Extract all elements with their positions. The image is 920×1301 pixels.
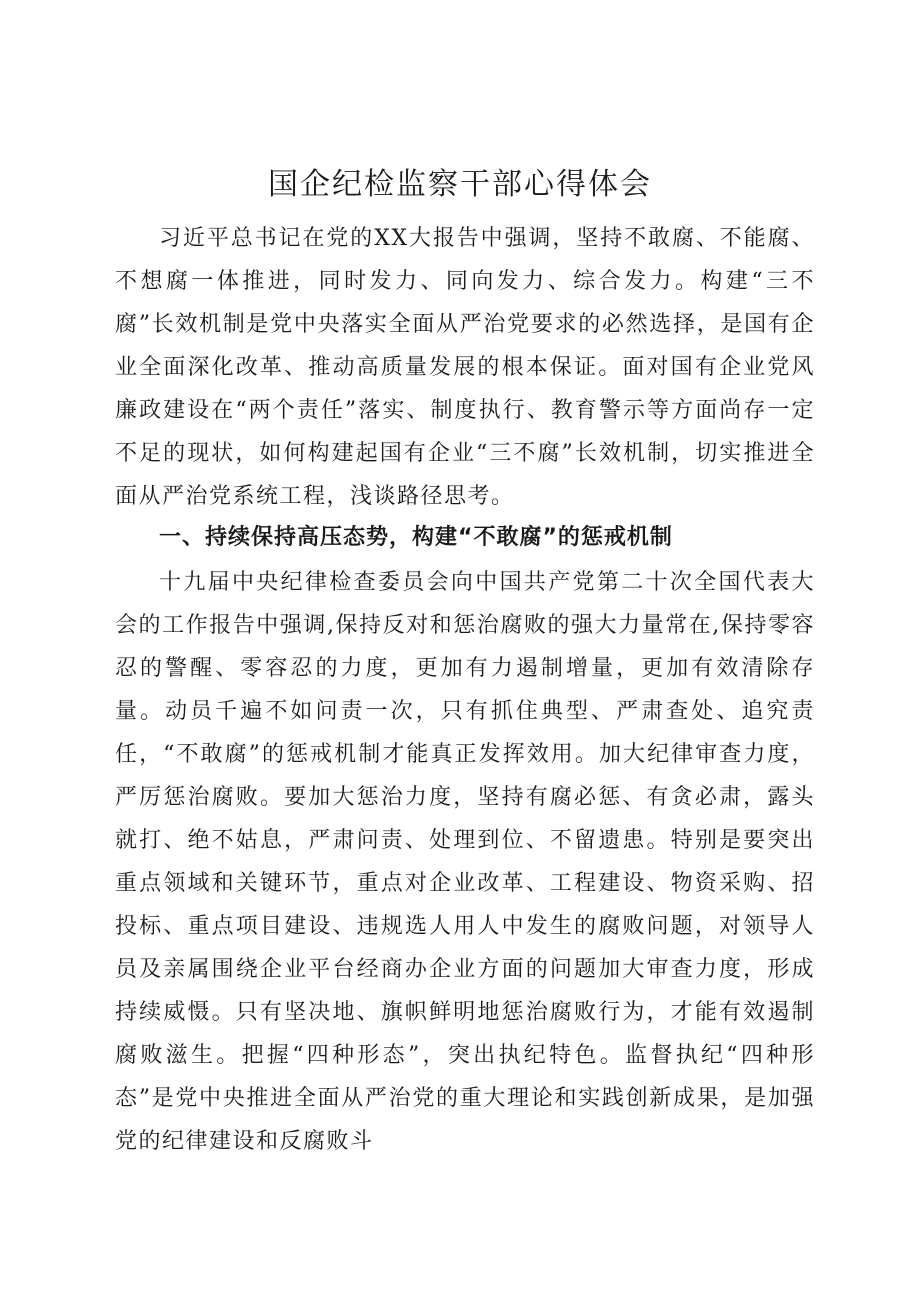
section-paragraph: 十九届中央纪律检查委员会向中国共产党第二十次全国代表大会的工作报告中强调,保持反对和惩治腐败的强大力量常在,保持零容忍的警醒、零容忍的力度，更加有力遏制增量，更加有效清除存量。动员千遍不如问责一次，只有抓住典型、严肃查处、追究责任，“不敢腐”的惩戒机制才能真正发挥效用。加大纪律审查力度，严厉惩治腐败。要加大惩治力度，坚持有腐必惩、有贪必肃，露头就打、绝不姑息，严肃问责、处理到位、不留遗患。特别是要突出重点领域和关键环节，重点对企业改革、工程建设、物资采购、招投标、重点项目建设、违规选人用人中发生的腐败问题，对领导人员及亲属围绕企业平台经商办企业方面的问题加大审查力度，形成持续威慑。只有坚决地、旗帜鲜明地惩治腐败行为，才能有效遏制腐败滋生。把握“四种形态”，突出执纪特色。监督执纪“四种形态”是党中央推进全面从严治党的重大理论和实践创新成果，是加强党的纪律建设和反腐败斗	[115, 570, 815, 1154]
intro-paragraph: 习近平总书记在党的XX大报告中强调，坚持不敢腐、不能腐、不想腐一体推进，同时发力、同向发力、综合发力。构建“三不腐”长效机制是党中央落实全面从严治党要求的必然选择，是国有企业全面深化改革、推动高质量发展的根本保证。面对国有企业党风廉政建设在“两个责任”落实、制度执行、教育警示等方面尚存一定不足的现状，如何构建起国有企业“三不腐”长效机制，切实推进全面从严治党系统工程，浅谈路径思考。	[115, 226, 815, 509]
document-title: 国企纪检监察干部心得体会	[268, 167, 652, 202]
section-heading: 一、持续保持高压态势，构建“不敢腐”的惩戒机制	[159, 525, 673, 550]
